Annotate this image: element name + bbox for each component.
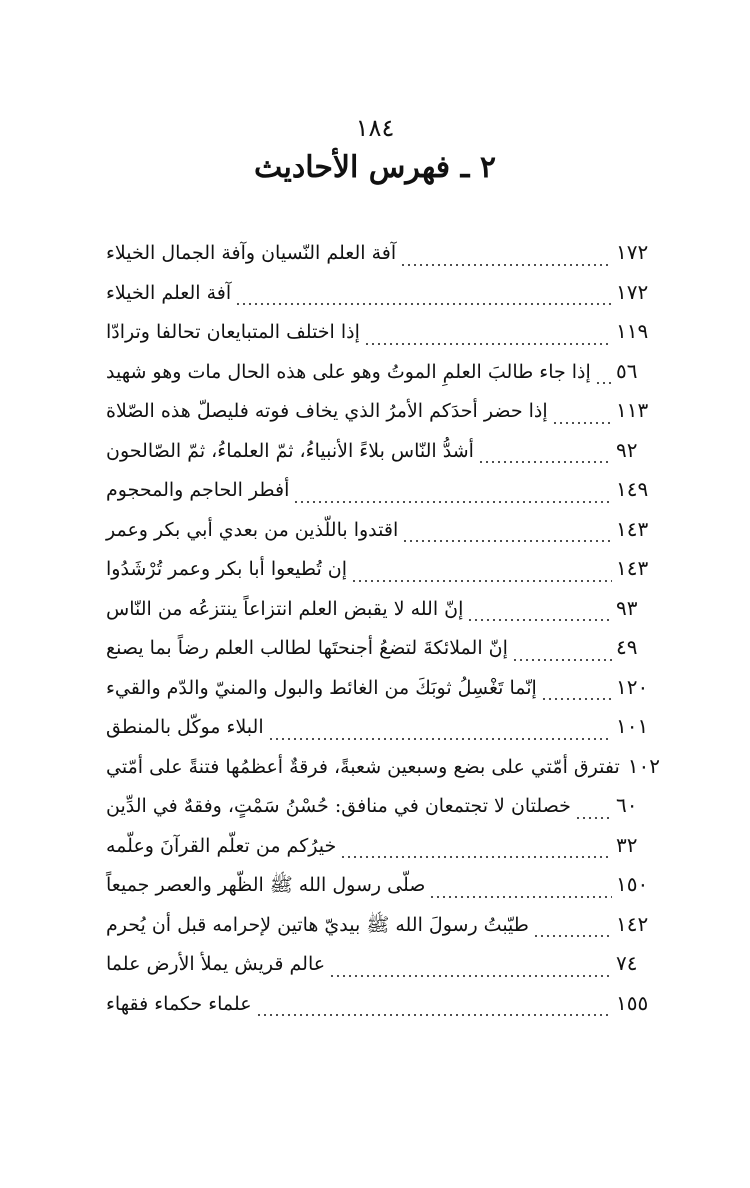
- entry-page-number: ١٠٢: [627, 753, 660, 778]
- page-title: ٢ ـ فهرس الأحاديث: [254, 150, 496, 185]
- dot-leader: [467, 619, 612, 621]
- entry-page-number: ١١٣: [616, 398, 649, 422]
- dot-leader: [478, 461, 612, 463]
- entry-page-number: ١٤٢: [616, 911, 649, 936]
- index-entry: [100, 359, 672, 399]
- entry-text: إنّما تَغْسِلُ ثوبَكَ من الغائط والبول والمنيّ والدّم والقيء: [106, 676, 537, 699]
- dot-leader: [575, 817, 612, 819]
- entry-page-number: ١٤٩: [616, 477, 649, 501]
- dot-leader: [340, 856, 612, 858]
- dot-leader: [329, 975, 612, 977]
- entry-text: البلاء موكّل بالمنطق: [106, 716, 264, 738]
- entry-text: إذا جاء طالبَ العلمِ الموتُ وهو على هذه الحال مات وهو شهيد: [106, 360, 591, 383]
- index-entry: [100, 398, 672, 438]
- index-entry: [100, 596, 672, 636]
- index-entry: [100, 675, 672, 715]
- page-number: ١٨٤: [355, 114, 395, 142]
- entry-page-number: ١٧٢: [616, 279, 649, 304]
- index-entry: [100, 833, 672, 873]
- entry-page-number: ٥٦: [616, 358, 638, 383]
- entry-text: إنّ الملائكةَ لتضعُ أجنحتَها لطالب العلم رضاً بما يصنع: [106, 637, 508, 659]
- index-entry: [100, 714, 672, 754]
- entry-page-number: ٣٢: [616, 832, 638, 857]
- dot-leader: [293, 501, 612, 503]
- index-entry: [100, 754, 672, 794]
- dot-leader: [235, 303, 612, 305]
- dot-leader: [402, 540, 612, 542]
- entry-text: أشدُّ النّاس بلاءً الأنبياءُ، ثمّ العلماءُ، ثمّ الصّالحون: [106, 439, 474, 462]
- dot-leader: [256, 1014, 612, 1016]
- index-entry: [100, 635, 672, 675]
- entry-text: صلّى رسول الله ﷺ الظّهر والعصر جميعاً: [106, 874, 426, 896]
- index-entry: [100, 912, 672, 952]
- entry-page-number: ٧٤: [616, 951, 638, 975]
- entry-page-number: ١٧٢: [616, 240, 649, 264]
- entry-page-number: ١٤٣: [616, 516, 649, 541]
- index-entry: [100, 517, 672, 557]
- dot-leader: [552, 422, 612, 424]
- dot-leader: [512, 659, 612, 661]
- entry-text: إذا حضر أحدَكم الأمرُ الذي يخاف فوته فليصلّ هذه الصّلاة: [106, 400, 548, 422]
- entry-page-number: ١١٩: [616, 319, 649, 343]
- index-entry: [100, 477, 672, 517]
- dot-leader: [364, 343, 612, 345]
- entry-page-number: ١٠١: [616, 714, 649, 738]
- index-entry: [100, 319, 672, 359]
- dot-leader: [429, 896, 612, 898]
- dot-leader: [400, 264, 612, 266]
- index-entry: [100, 280, 672, 320]
- index-entry: [100, 556, 672, 596]
- hadith-index-list: [100, 240, 672, 1030]
- entry-page-number: ٦٠: [616, 793, 638, 817]
- index-entry: [100, 951, 672, 991]
- dot-leader: [541, 698, 612, 700]
- entry-text: إنّ الله لا يقبض العلم انتزاعاً ينتزعُه من النّاس: [106, 597, 464, 620]
- entry-text: عالم قريش يملأ الأرض علما: [106, 953, 326, 975]
- index-entry: [100, 872, 672, 912]
- entry-page-number: ٤٩: [616, 635, 638, 659]
- entry-page-number: ٩٣: [616, 595, 638, 620]
- entry-page-number: ١٥٥: [616, 990, 649, 1015]
- entry-page-number: ١٢٠: [616, 674, 649, 699]
- entry-text: أفطر الحاجم والمحجوم: [106, 479, 290, 501]
- entry-page-number: ١٤٣: [616, 556, 649, 580]
- index-entry: [100, 991, 672, 1031]
- entry-page-number: ٩٢: [616, 437, 638, 462]
- dot-leader: [533, 935, 612, 937]
- entry-page-number: ١٥٠: [616, 872, 649, 896]
- entry-text: اقتدوا باللّذين من بعدي أبي بكر وعمر: [106, 518, 399, 541]
- entry-text: خصلتان لا تجتمعان في منافق: حُسْنُ سَمْتٍ، وفقهٌ في الدِّين: [106, 795, 571, 817]
- entry-text: آفة العلم النّسيان وآفة الجمال الخيلاء: [106, 242, 397, 264]
- dot-leader: [351, 580, 612, 582]
- entry-text: طيّبتُ رسولَ الله ﷺ بيديّ هاتين لإحرامه قبل أن يُحرم: [106, 913, 529, 936]
- entry-text: إذا اختلف المتبايعان تحالفا وترادّا: [106, 321, 360, 343]
- index-entry: [100, 793, 672, 833]
- index-entry: [100, 240, 672, 280]
- dot-leader: [595, 382, 612, 384]
- entry-text: خيرُكم من تعلّم القرآنَ وعلّمه: [106, 834, 337, 857]
- dot-leader: [268, 738, 612, 740]
- entry-text: علماء حكماء فقهاء: [106, 992, 252, 1015]
- entry-text: إن تُطيعوا أبا بكر وعمر تُرْشَدُوا: [106, 558, 348, 580]
- entry-text: آفة العلم الخيلاء: [106, 281, 232, 304]
- index-entry: [100, 438, 672, 478]
- entry-text: تفترق أمّتي على بضع وسبعين شعبةً، فرقةٌ أعظمُها فتنةً على أمّتي: [106, 755, 620, 778]
